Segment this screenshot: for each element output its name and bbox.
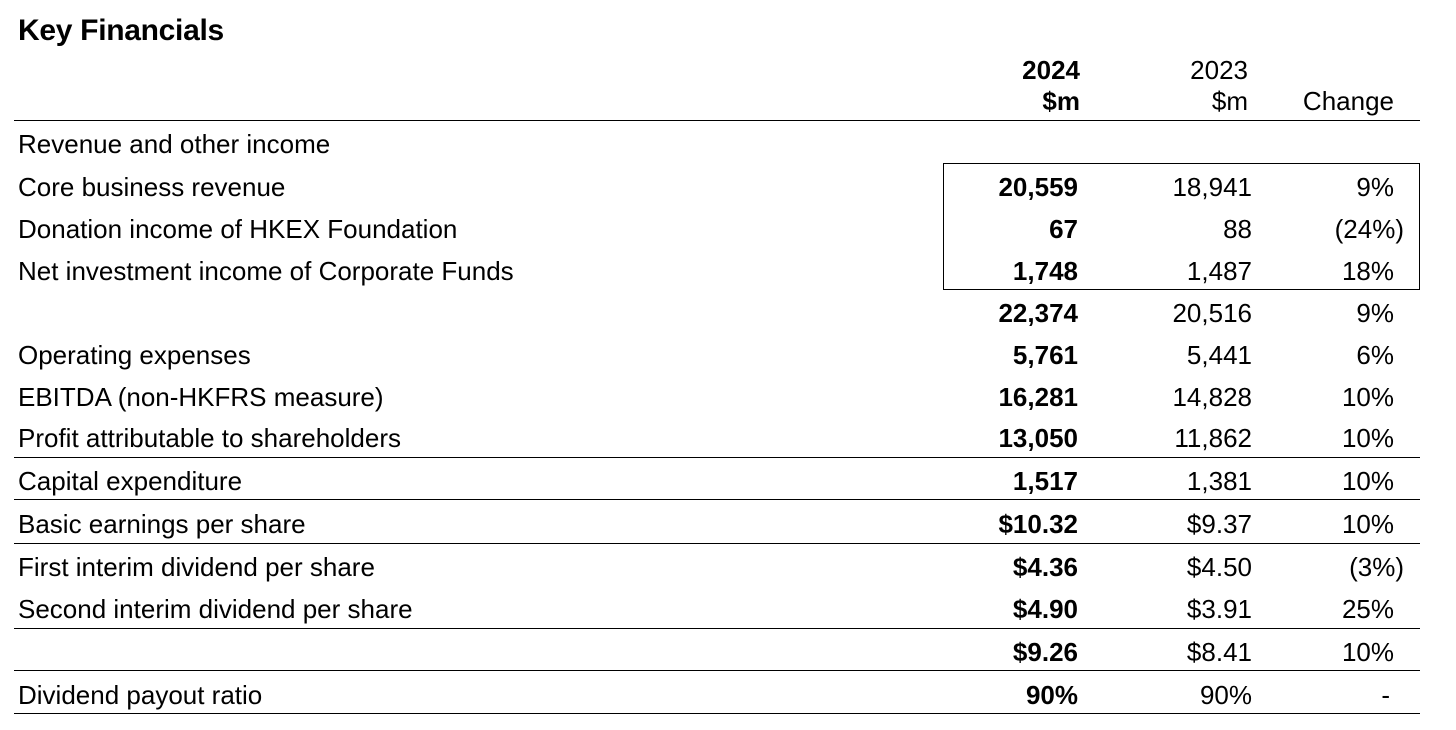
value-2024: $4.90 bbox=[1012, 594, 1078, 624]
value-2023: $3.91 bbox=[1186, 594, 1252, 624]
value-change: 6% bbox=[1356, 340, 1394, 370]
header-2024-unit: $m bbox=[1042, 86, 1080, 116]
header-2024 bbox=[1022, 55, 1080, 117]
table-row bbox=[18, 545, 1420, 587]
row-label: Profit attributable to shareholders bbox=[18, 423, 401, 453]
value-2023: 90% bbox=[1199, 680, 1252, 710]
value-2024: 5,761 bbox=[1012, 340, 1078, 370]
value-change: 25% bbox=[1341, 594, 1394, 624]
value-2024: 13,050 bbox=[998, 423, 1078, 453]
value-change: 10% bbox=[1341, 637, 1394, 667]
header-2023-unit: $m bbox=[1211, 86, 1248, 116]
value-2024: $4.36 bbox=[1012, 552, 1078, 582]
value-2024: $9.26 bbox=[1012, 637, 1078, 667]
table-row bbox=[18, 122, 1420, 164]
value-2024: 1,517 bbox=[1012, 466, 1078, 496]
value-2024: 90% bbox=[1025, 680, 1078, 710]
header-divider bbox=[14, 120, 1420, 121]
value-2023: 20,516 bbox=[1172, 298, 1252, 328]
value-2023: 88 bbox=[1223, 214, 1252, 244]
row-label: Second interim dividend per share bbox=[18, 594, 413, 624]
row-label: Basic earnings per share bbox=[18, 509, 306, 539]
value-change: 10% bbox=[1341, 466, 1394, 496]
table-row bbox=[18, 249, 1420, 291]
value-change: (3%) bbox=[1349, 552, 1404, 582]
value-change: 9% bbox=[1356, 172, 1394, 202]
value-2023: $8.41 bbox=[1186, 637, 1252, 667]
value-2023: 18,941 bbox=[1172, 172, 1252, 202]
value-2024: 67 bbox=[1049, 214, 1078, 244]
table-row bbox=[18, 375, 1420, 417]
value-change: 18% bbox=[1341, 256, 1394, 286]
header-change: Change bbox=[1302, 86, 1394, 116]
value-change: 10% bbox=[1341, 382, 1394, 412]
table-row bbox=[18, 416, 1420, 458]
table-row bbox=[18, 502, 1420, 544]
table-row-subtotal bbox=[18, 291, 1420, 333]
value-2024: 20,559 bbox=[998, 172, 1078, 202]
value-2023: $4.50 bbox=[1186, 552, 1252, 582]
value-2023: 1,487 bbox=[1186, 256, 1252, 286]
row-label: Dividend payout ratio bbox=[18, 680, 263, 710]
table-row bbox=[18, 673, 1420, 715]
table-row bbox=[18, 587, 1420, 629]
row-label: Revenue and other income bbox=[18, 129, 331, 159]
header-2023-year: 2023 bbox=[1190, 55, 1248, 85]
table-row bbox=[18, 459, 1420, 501]
value-2024: 1,748 bbox=[1012, 256, 1078, 286]
row-label: Donation income of HKEX Foundation bbox=[18, 214, 458, 244]
table-row bbox=[18, 333, 1420, 375]
row-label: First interim dividend per share bbox=[18, 552, 375, 582]
value-change: (24%) bbox=[1334, 214, 1404, 244]
value-change: 10% bbox=[1341, 423, 1394, 453]
value-change: 10% bbox=[1341, 509, 1394, 539]
header-2024-year: 2024 bbox=[1022, 55, 1080, 85]
table-row-subtotal bbox=[18, 630, 1420, 672]
value-2023: 5,441 bbox=[1186, 340, 1252, 370]
row-label: EBITDA (non-HKFRS measure) bbox=[18, 382, 384, 412]
page-title: Key Financials bbox=[18, 14, 224, 47]
header-2023 bbox=[1190, 55, 1248, 117]
value-change: - bbox=[1381, 680, 1390, 710]
table-row bbox=[18, 165, 1420, 207]
row-label: Net investment income of Corporate Funds bbox=[18, 256, 514, 286]
value-2024: $10.32 bbox=[998, 509, 1078, 539]
value-2023: $9.37 bbox=[1186, 509, 1252, 539]
value-2023: 1,381 bbox=[1186, 466, 1252, 496]
table-row bbox=[18, 207, 1420, 249]
value-2023: 11,862 bbox=[1174, 423, 1252, 453]
value-2023: 14,828 bbox=[1172, 382, 1252, 412]
value-2024: 22,374 bbox=[998, 298, 1078, 328]
row-label: Core business revenue bbox=[18, 172, 286, 202]
row-label: Capital expenditure bbox=[18, 466, 243, 496]
row-label: Operating expenses bbox=[18, 340, 251, 370]
value-2024: 16,281 bbox=[998, 382, 1078, 412]
value-change: 9% bbox=[1356, 298, 1394, 328]
